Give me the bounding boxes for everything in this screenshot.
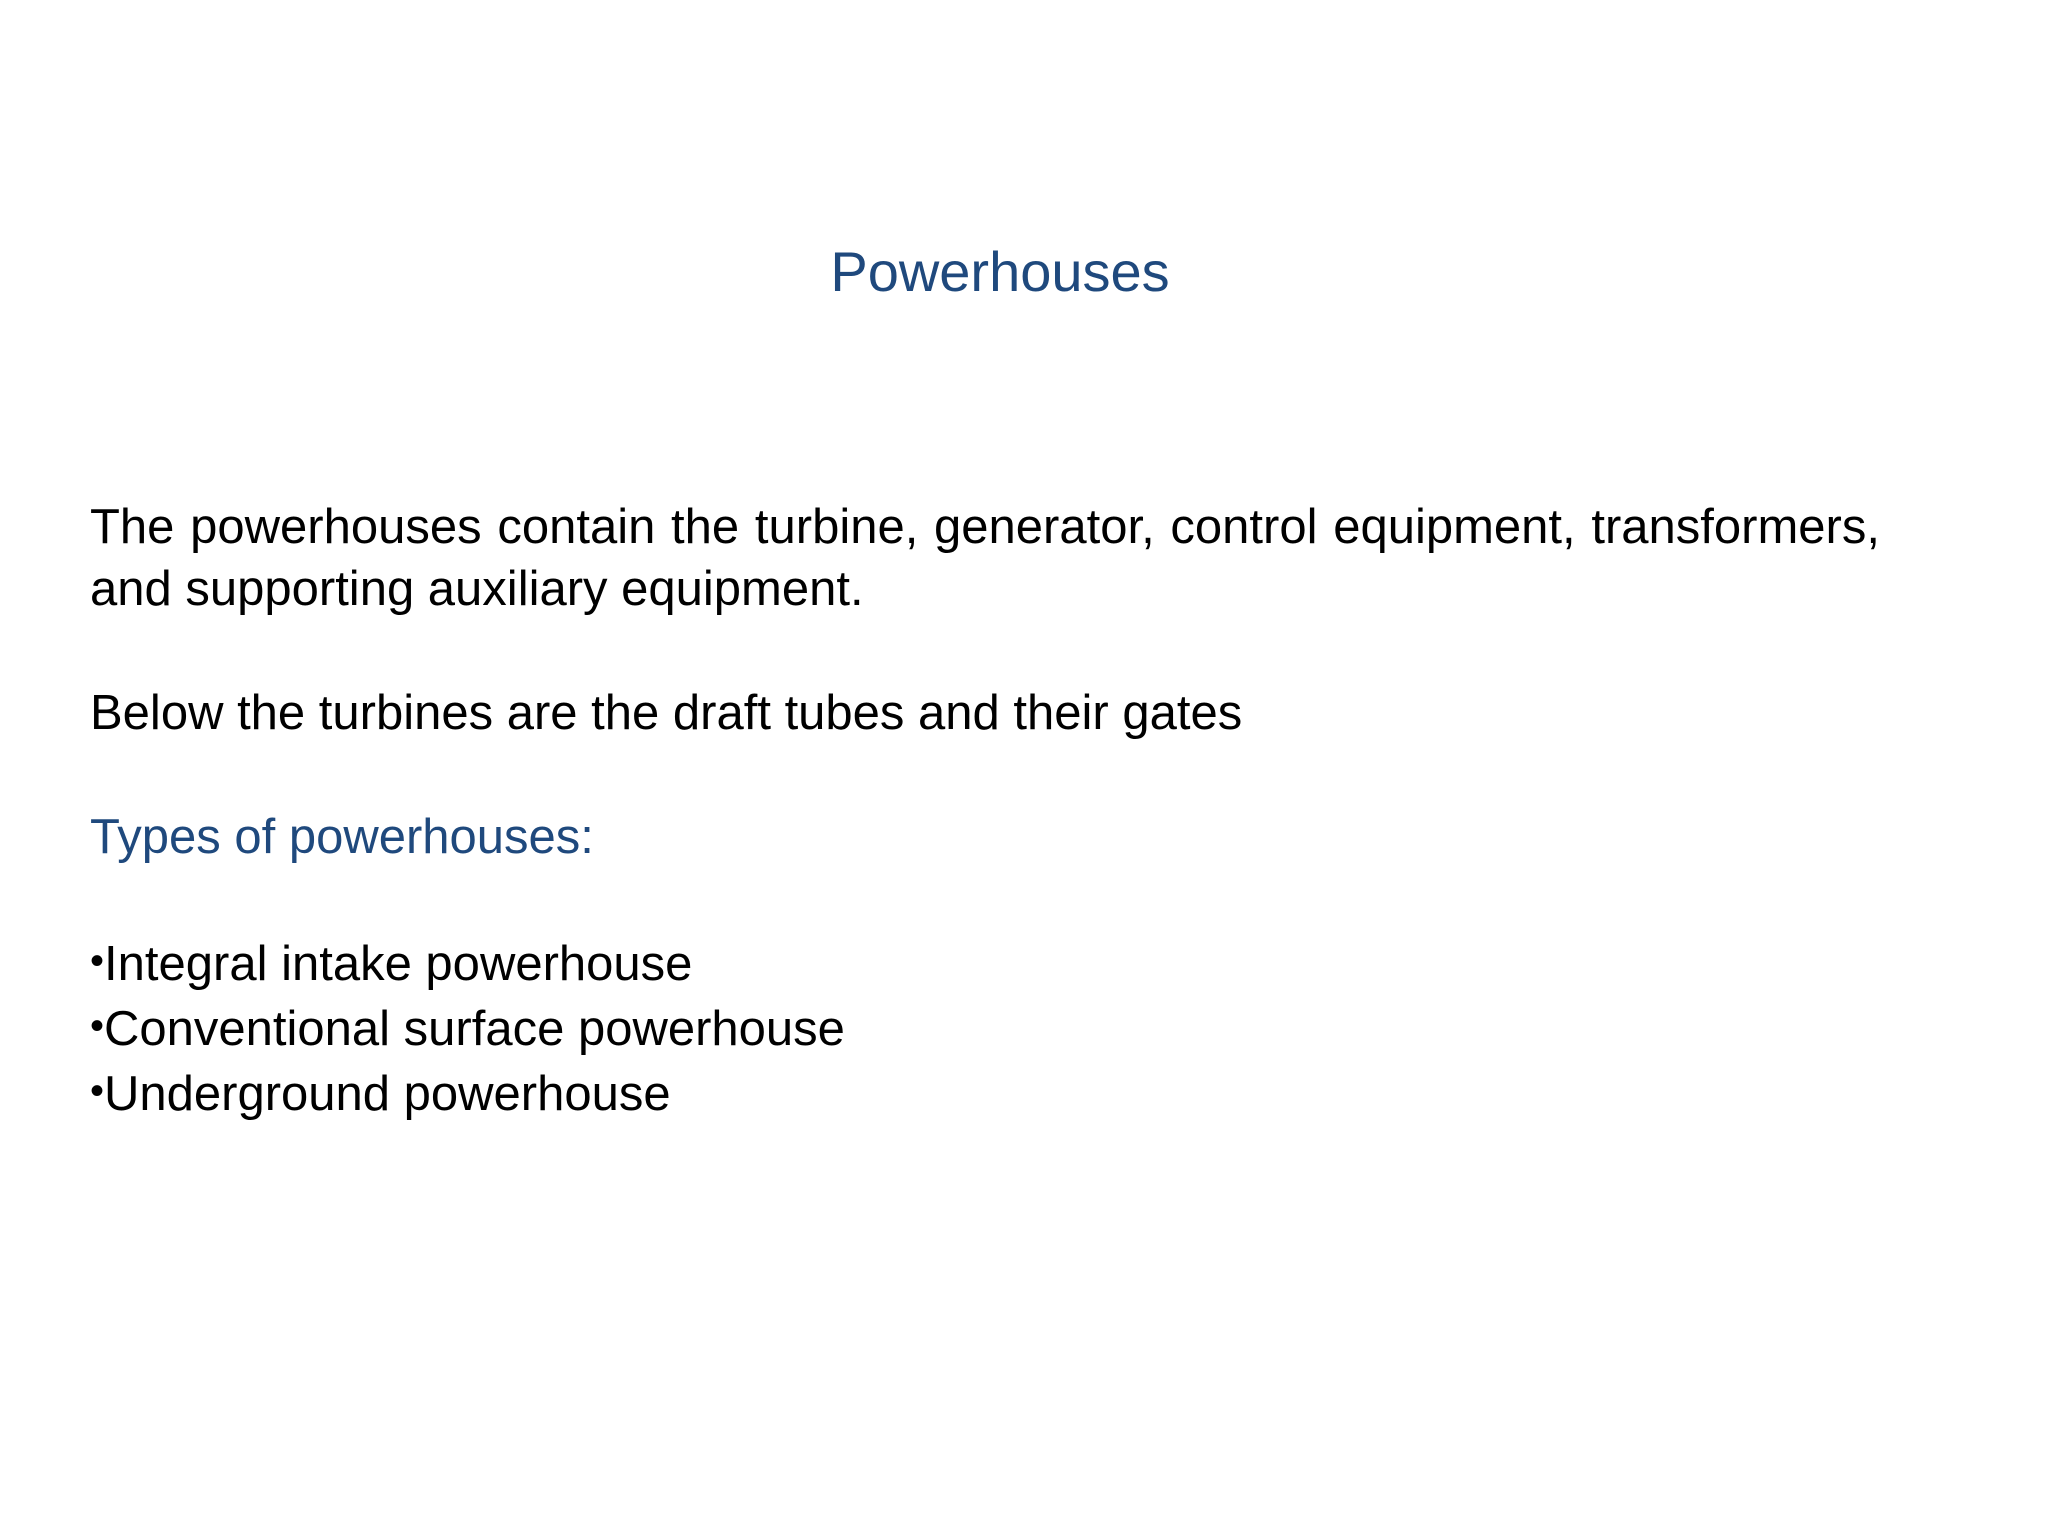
- list-item: [90, 995, 1880, 1060]
- bullet-icon: •: [90, 1069, 105, 1113]
- types-heading: Types of powerhouses:: [90, 810, 594, 864]
- type-label: Underground powerhouse: [104, 1067, 671, 1121]
- list-item: [90, 1060, 1880, 1125]
- type-label: Conventional surface powerhouse: [104, 1002, 845, 1056]
- type-label: Integral intake powerhouse: [104, 937, 693, 991]
- slide-title: Powerhouses: [830, 240, 1170, 303]
- paragraph-draft-tubes: Below the turbines are the draft tubes and their gates: [90, 686, 1243, 740]
- types-list: [90, 930, 1880, 1125]
- slide-body: [90, 496, 1880, 1125]
- bullet-icon: •: [90, 939, 105, 983]
- list-item: [90, 930, 1880, 995]
- bullet-icon: •: [90, 1004, 105, 1048]
- paragraph-powerhouse-contents: The powerhouses contain the turbine, generator, control equipment, transformers, and supporting auxiliary equipment.: [90, 500, 1880, 616]
